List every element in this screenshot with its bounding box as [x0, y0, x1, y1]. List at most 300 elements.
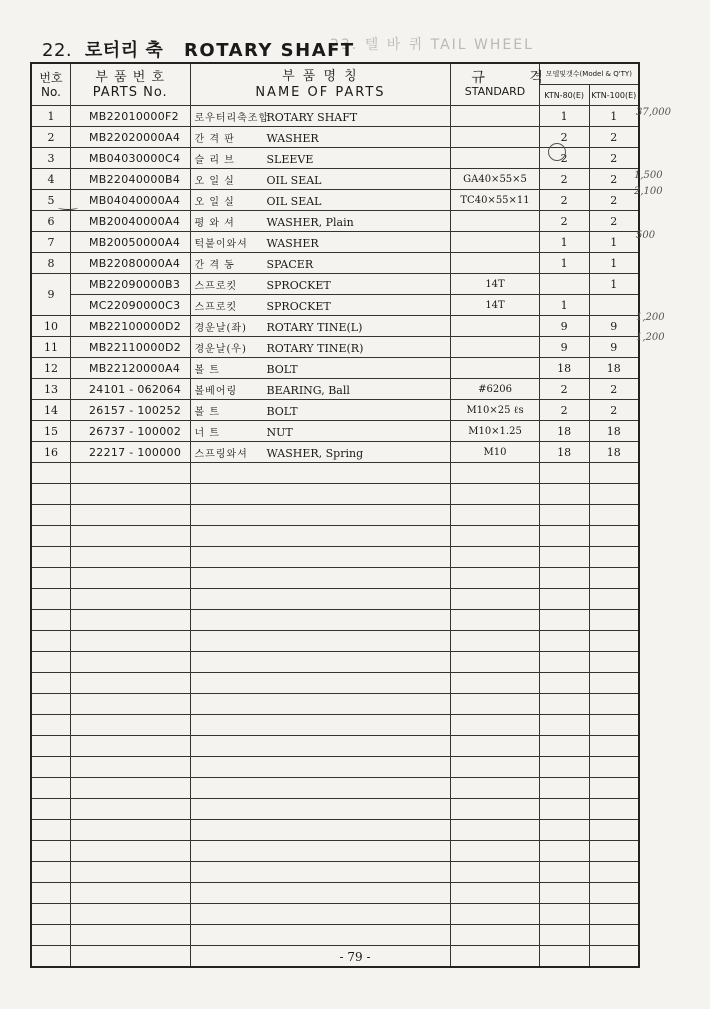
cell-no: 12	[31, 358, 70, 379]
empty-cell	[70, 463, 190, 484]
cell-qty-model-1: 2	[539, 379, 589, 400]
empty-row	[31, 589, 639, 610]
cell-standard: M10	[451, 442, 539, 463]
table-row	[31, 169, 639, 190]
empty-cell	[70, 757, 190, 778]
cell-name-kr: 간 격 판	[194, 133, 235, 145]
cell-name	[190, 316, 451, 337]
cell-qty-model-1: 2	[539, 211, 589, 232]
empty-cell	[539, 904, 589, 925]
empty-cell	[31, 463, 70, 484]
cell-name	[190, 421, 451, 442]
cell-part-no: MB20050000A4	[70, 232, 190, 253]
cell-no: 11	[31, 337, 70, 358]
table-row	[31, 127, 639, 148]
handwritten-note: 1,200	[636, 312, 665, 323]
empty-cell	[589, 589, 639, 610]
cell-qty-model-2: 9	[589, 316, 639, 337]
cell-standard	[451, 253, 539, 274]
cell-qty-model-2: 2	[589, 169, 639, 190]
cell-part-no: 24101 - 062064	[70, 379, 190, 400]
empty-cell	[451, 778, 539, 799]
empty-cell	[589, 862, 639, 883]
empty-cell	[539, 841, 589, 862]
empty-cell	[31, 652, 70, 673]
empty-row	[31, 694, 639, 715]
cell-no: 9	[31, 274, 70, 316]
table-row	[31, 337, 639, 358]
cell-qty-model-2: 2	[589, 379, 639, 400]
cell-name	[190, 442, 451, 463]
ghost-bleedthrough-heading: 23. 텔 바 퀴 TAIL WHEEL	[330, 37, 534, 53]
empty-cell	[589, 736, 639, 757]
empty-row	[31, 799, 639, 820]
empty-cell	[589, 505, 639, 526]
header-parts-no	[70, 63, 190, 106]
empty-row	[31, 610, 639, 631]
cell-name-en: WASHER, Plain	[266, 215, 354, 229]
empty-cell	[190, 883, 451, 904]
empty-cell	[190, 757, 451, 778]
cell-part-no: MB22120000A4	[70, 358, 190, 379]
header-standard-kr: 규 격	[471, 69, 563, 86]
empty-cell	[31, 694, 70, 715]
empty-row	[31, 484, 639, 505]
cell-qty-model-1: 1	[539, 253, 589, 274]
cell-qty-model-2: 18	[589, 358, 639, 379]
empty-cell	[451, 820, 539, 841]
cell-name-en: ROTARY TINE(L)	[266, 320, 363, 334]
page-number: - 79 -	[339, 950, 371, 964]
empty-cell	[539, 925, 589, 946]
cell-qty-model-2: 18	[589, 421, 639, 442]
empty-cell	[539, 589, 589, 610]
empty-cell	[31, 610, 70, 631]
cell-part-no: 26157 - 100252	[70, 400, 190, 421]
empty-cell	[190, 736, 451, 757]
cell-name-en: WASHER	[266, 131, 319, 145]
empty-cell	[451, 610, 539, 631]
empty-cell	[31, 925, 70, 946]
header-no-kr: 번호	[39, 70, 63, 85]
header-name-en: NAME OF PARTS	[255, 84, 386, 100]
cell-name-kr: 볼베어링	[194, 385, 238, 397]
empty-cell	[539, 883, 589, 904]
cell-qty-model-2	[589, 295, 639, 316]
cell-part-no: 26737 - 100002	[70, 421, 190, 442]
cell-name-en: NUT	[266, 425, 293, 439]
cell-qty-model-1: 18	[539, 442, 589, 463]
empty-cell	[539, 463, 589, 484]
empty-cell	[190, 568, 451, 589]
header-model-qty: 모델및갯수(Model & Q'TY)	[539, 63, 639, 85]
empty-cell	[190, 505, 451, 526]
header-standard-en: STANDARD	[464, 84, 526, 98]
cell-part-no: MB04030000C4	[70, 148, 190, 169]
empty-cell	[589, 757, 639, 778]
cell-no: 10	[31, 316, 70, 337]
empty-cell	[70, 799, 190, 820]
empty-cell	[589, 841, 639, 862]
empty-cell	[31, 484, 70, 505]
cell-name	[190, 358, 451, 379]
cell-name-en: BOLT	[266, 404, 298, 418]
empty-cell	[31, 589, 70, 610]
empty-cell	[31, 547, 70, 568]
empty-row	[31, 547, 639, 568]
empty-cell	[539, 757, 589, 778]
cell-no: 6	[31, 211, 70, 232]
header-model-2: KTN-100(E)	[589, 85, 639, 106]
empty-cell	[190, 904, 451, 925]
cell-qty-model-1	[539, 274, 589, 295]
empty-cell	[190, 925, 451, 946]
empty-cell	[451, 484, 539, 505]
cell-name	[190, 253, 451, 274]
cell-name-en: BEARING, Ball	[266, 383, 350, 397]
header-name	[190, 63, 451, 106]
empty-row	[31, 568, 639, 589]
cell-standard: TC40×55×11	[451, 190, 539, 211]
empty-cell	[539, 547, 589, 568]
empty-cell	[31, 526, 70, 547]
parts-table-body	[31, 106, 639, 968]
cell-no: 13	[31, 379, 70, 400]
cell-qty-model-1: 1	[539, 106, 589, 127]
cell-name	[190, 106, 451, 127]
empty-cell	[589, 526, 639, 547]
empty-cell	[451, 568, 539, 589]
empty-cell	[589, 883, 639, 904]
empty-cell	[451, 694, 539, 715]
cell-standard	[451, 316, 539, 337]
empty-cell	[539, 778, 589, 799]
empty-row	[31, 757, 639, 778]
empty-row	[31, 862, 639, 883]
empty-cell	[190, 547, 451, 568]
empty-cell	[451, 652, 539, 673]
cell-name-kr: 볼 트	[194, 406, 220, 418]
cell-part-no: MB22090000B3	[70, 274, 190, 295]
table-row	[31, 274, 639, 295]
cell-standard	[451, 358, 539, 379]
handwritten-note: 1,500	[634, 170, 663, 181]
cell-part-no: 22217 - 100000	[70, 442, 190, 463]
table-row	[31, 190, 639, 211]
cell-no: 5	[31, 190, 70, 211]
handwritten-note: 37,000	[636, 107, 671, 118]
empty-cell	[451, 673, 539, 694]
cell-name-kr: 경운날(우)	[194, 343, 247, 355]
cell-qty-model-2: 2	[589, 127, 639, 148]
cell-name	[190, 148, 451, 169]
cell-name	[190, 232, 451, 253]
empty-cell	[589, 610, 639, 631]
cell-qty-model-1: 2	[539, 190, 589, 211]
cell-name	[190, 274, 451, 295]
page-title	[42, 36, 355, 62]
header-no-en: No.	[41, 84, 61, 99]
header-parts-no-en: PARTS No.	[92, 84, 168, 100]
cell-name-kr: 로우터리축조합	[194, 112, 270, 124]
empty-cell	[70, 484, 190, 505]
cell-name-kr: 스프링와셔	[194, 448, 248, 460]
cell-name-en: SPACER	[266, 257, 314, 271]
table-row	[31, 379, 639, 400]
cell-qty-model-2: 9	[589, 337, 639, 358]
empty-cell	[539, 505, 589, 526]
table-row	[31, 316, 639, 337]
cell-name-en: SPROCKET	[266, 278, 331, 292]
empty-cell	[451, 589, 539, 610]
cell-standard: #6206	[451, 379, 539, 400]
cell-name	[190, 337, 451, 358]
empty-cell	[589, 463, 639, 484]
empty-row	[31, 841, 639, 862]
parts-table	[30, 62, 640, 968]
empty-cell	[539, 652, 589, 673]
cell-qty-model-2: 2	[589, 190, 639, 211]
empty-cell	[31, 568, 70, 589]
cell-part-no: MB22010000F2	[70, 106, 190, 127]
empty-cell	[70, 505, 190, 526]
empty-cell	[451, 505, 539, 526]
table-row	[31, 358, 639, 379]
empty-row	[31, 463, 639, 484]
empty-cell	[31, 736, 70, 757]
title-korean: 로터리 축	[84, 40, 164, 61]
empty-row	[31, 505, 639, 526]
cell-name	[190, 400, 451, 421]
empty-cell	[539, 484, 589, 505]
handwritten-note: 1,200	[636, 332, 665, 343]
cell-no: 3	[31, 148, 70, 169]
empty-row	[31, 652, 639, 673]
cell-name-kr: 간 격 동	[194, 259, 235, 271]
cell-name-en: OIL SEAL	[266, 194, 322, 208]
empty-cell	[539, 631, 589, 652]
header-standard	[451, 63, 563, 106]
cell-qty-model-2: 1	[589, 253, 639, 274]
empty-cell	[451, 799, 539, 820]
empty-cell	[190, 484, 451, 505]
empty-cell	[451, 862, 539, 883]
cell-qty-model-2: 2	[589, 400, 639, 421]
title-english: ROTARY SHAFT	[184, 40, 355, 61]
handwritten-note: 2,100	[634, 186, 663, 197]
empty-cell	[451, 925, 539, 946]
cell-name	[190, 379, 451, 400]
cell-no: 8	[31, 253, 70, 274]
empty-cell	[451, 757, 539, 778]
empty-cell	[589, 568, 639, 589]
cell-name-kr: 평 와 셔	[194, 217, 235, 229]
cell-qty-model-1: 1	[539, 232, 589, 253]
empty-cell	[31, 883, 70, 904]
cell-part-no: MB20040000A4	[70, 211, 190, 232]
empty-cell	[589, 820, 639, 841]
cell-part-no: MB04040000A4	[70, 190, 190, 211]
empty-cell	[70, 904, 190, 925]
empty-cell	[70, 631, 190, 652]
empty-cell	[539, 799, 589, 820]
empty-row	[31, 904, 639, 925]
empty-cell	[70, 778, 190, 799]
cell-name	[190, 190, 451, 211]
empty-cell	[190, 610, 451, 631]
empty-cell	[70, 568, 190, 589]
empty-cell	[539, 610, 589, 631]
cell-qty-model-2: 1	[589, 232, 639, 253]
empty-cell	[70, 547, 190, 568]
table-row	[31, 295, 639, 316]
cell-no: 4	[31, 169, 70, 190]
table-row	[31, 442, 639, 463]
empty-cell	[451, 841, 539, 862]
empty-cell	[539, 526, 589, 547]
cell-qty-model-1: 9	[539, 337, 589, 358]
empty-cell	[539, 820, 589, 841]
empty-cell	[70, 862, 190, 883]
empty-cell	[190, 820, 451, 841]
cell-qty-model-1: 1	[539, 295, 589, 316]
empty-cell	[589, 799, 639, 820]
empty-cell	[70, 883, 190, 904]
cell-standard	[451, 127, 539, 148]
cell-standard	[451, 232, 539, 253]
empty-cell	[539, 673, 589, 694]
cell-name-kr: 슬 리 브	[194, 154, 235, 166]
cell-standard	[451, 337, 539, 358]
empty-cell	[190, 673, 451, 694]
empty-cell	[31, 778, 70, 799]
cell-name-kr: 스프로킷	[194, 280, 238, 292]
empty-cell	[70, 820, 190, 841]
empty-cell	[539, 736, 589, 757]
cell-name-kr: 턱붙이와셔	[194, 238, 248, 250]
cell-standard	[451, 106, 539, 127]
empty-cell	[589, 484, 639, 505]
cell-name-en: SLEEVE	[266, 152, 314, 166]
empty-cell	[70, 610, 190, 631]
header-model-1: KTN-80(E)	[539, 85, 589, 106]
cell-name-kr: 오 일 실	[194, 196, 235, 208]
empty-row	[31, 883, 639, 904]
cell-name-en: BOLT	[266, 362, 298, 376]
header-no	[31, 63, 70, 106]
cell-standard: 14T	[451, 274, 539, 295]
empty-cell	[31, 631, 70, 652]
cell-part-no: MB22080000A4	[70, 253, 190, 274]
empty-cell	[190, 862, 451, 883]
empty-cell	[70, 652, 190, 673]
empty-cell	[31, 715, 70, 736]
cell-name	[190, 295, 451, 316]
handwritten-underline	[58, 205, 78, 210]
empty-row	[31, 925, 639, 946]
table-row	[31, 211, 639, 232]
table-row	[31, 400, 639, 421]
empty-cell	[31, 673, 70, 694]
cell-name-en: ROTARY TINE(R)	[266, 341, 364, 355]
empty-cell	[451, 547, 539, 568]
empty-cell	[190, 526, 451, 547]
cell-no: 14	[31, 400, 70, 421]
empty-cell	[589, 778, 639, 799]
cell-part-no: MB22040000B4	[70, 169, 190, 190]
empty-cell	[451, 883, 539, 904]
empty-cell	[451, 736, 539, 757]
empty-row	[31, 526, 639, 547]
cell-name-en: WASHER, Spring	[266, 446, 364, 460]
empty-cell	[589, 652, 639, 673]
empty-row	[31, 631, 639, 652]
empty-cell	[589, 673, 639, 694]
cell-qty-model-1: 2	[539, 169, 589, 190]
cell-part-no: MB22020000A4	[70, 127, 190, 148]
table-row	[31, 232, 639, 253]
empty-cell	[190, 799, 451, 820]
cell-qty-model-1: 18	[539, 358, 589, 379]
empty-cell	[451, 463, 539, 484]
cell-name-kr: 스프로킷	[194, 301, 238, 313]
cell-part-no: MC22090000C3	[70, 295, 190, 316]
empty-cell	[589, 694, 639, 715]
cell-qty-model-1: 2	[539, 127, 589, 148]
cell-name-kr: 볼 트	[194, 364, 220, 376]
empty-cell	[190, 778, 451, 799]
cell-standard: M10×1.25	[451, 421, 539, 442]
empty-cell	[31, 862, 70, 883]
cell-qty-model-2: 18	[589, 442, 639, 463]
empty-cell	[31, 799, 70, 820]
empty-cell	[451, 526, 539, 547]
empty-cell	[70, 736, 190, 757]
empty-cell	[539, 568, 589, 589]
cell-qty-model-2: 1	[589, 274, 639, 295]
empty-cell	[589, 547, 639, 568]
cell-part-no: MB22110000D2	[70, 337, 190, 358]
empty-cell	[31, 757, 70, 778]
cell-qty-model-2: 2	[589, 211, 639, 232]
empty-cell	[190, 463, 451, 484]
cell-qty-model-2: 2	[589, 148, 639, 169]
empty-row	[31, 736, 639, 757]
header-parts-no-kr: 부 품 번 호	[95, 69, 166, 85]
cell-name	[190, 127, 451, 148]
empty-cell	[539, 862, 589, 883]
empty-cell	[190, 715, 451, 736]
empty-cell	[31, 904, 70, 925]
empty-row	[31, 673, 639, 694]
cell-qty-model-2: 1	[589, 106, 639, 127]
table-row	[31, 421, 639, 442]
empty-cell	[190, 589, 451, 610]
empty-cell	[539, 715, 589, 736]
cell-name	[190, 211, 451, 232]
cell-name-kr: 너 트	[194, 427, 220, 439]
cell-name-kr: 오 일 실	[194, 175, 235, 187]
empty-cell	[31, 505, 70, 526]
cell-no: 2	[31, 127, 70, 148]
cell-qty-model-1: 2	[539, 148, 589, 169]
empty-cell	[70, 673, 190, 694]
table-row	[31, 106, 639, 127]
empty-cell	[70, 589, 190, 610]
cell-part-no: MB22100000D2	[70, 316, 190, 337]
cell-standard: 14T	[451, 295, 539, 316]
empty-cell	[589, 925, 639, 946]
